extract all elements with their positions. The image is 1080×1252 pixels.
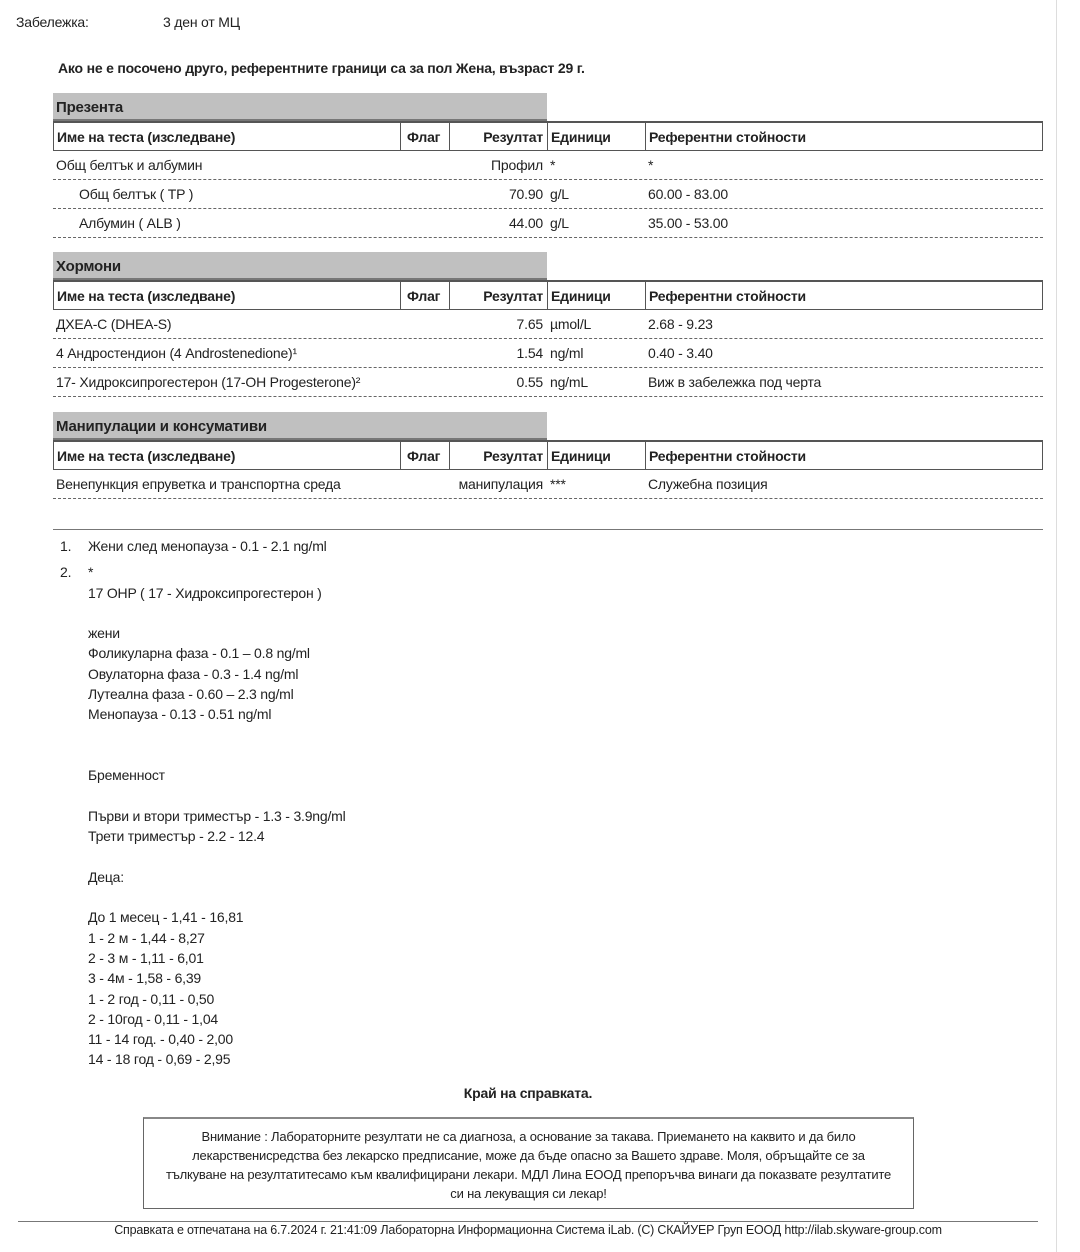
section-0 <box>53 93 1043 238</box>
footnote-line: 14 - 18 год - 0,69 - 2,95 <box>88 1051 231 1068</box>
footnote-line: 3 - 4м - 1,58 - 6,39 <box>88 970 202 987</box>
result: 70.90 <box>508 186 543 202</box>
section-1 <box>53 252 1043 397</box>
col-reference-header: Референтни стойности <box>649 447 806 464</box>
footnote-line <box>60 745 346 765</box>
test-name: Общ белтък ( TP ) <box>79 186 194 202</box>
footnote-line: Лутеална фаза - 0.60 – 2.3 ng/ml <box>88 686 294 703</box>
col-result-header: Резултат <box>450 282 548 309</box>
footnote-separator <box>53 529 1043 530</box>
reference-range: 0.40 - 3.40 <box>648 345 713 361</box>
footnote-line <box>60 603 346 623</box>
units: ng/mL <box>550 374 588 390</box>
col-units-header: Единици <box>548 123 646 150</box>
note-label: Забележка: <box>16 14 89 30</box>
table-row <box>53 368 1043 397</box>
footnote-2 <box>60 562 346 582</box>
units: g/L <box>550 215 569 231</box>
col-flag-header: Флаг <box>401 123 450 150</box>
note-value: 3 ден от МЦ <box>163 14 240 30</box>
footnote-line: 1 - 2 год - 0,11 - 0,50 <box>88 990 215 1007</box>
test-name: 17- Хидроксипрогестерон (17-OH Progesterone)² <box>56 374 361 390</box>
reference-range: * <box>648 157 654 173</box>
test-name: Общ белтък и албумин <box>56 157 203 173</box>
units: µmol/L <box>550 316 592 332</box>
section-title: Хормони <box>53 252 547 280</box>
footnote-line: 11 - 14 год. - 0,40 - 2,00 <box>88 1031 233 1048</box>
footnote-line: Бременност <box>88 767 165 784</box>
section-title: Презента <box>53 93 547 121</box>
footnote-line: Менопауза - 0.13 - 0.51 ng/ml <box>88 706 272 723</box>
col-reference-header: Референтни стойности <box>649 287 806 304</box>
footnote-line: 1 - 2 м - 1,44 - 8,27 <box>88 929 205 946</box>
units: ng/ml <box>550 345 584 361</box>
units: * <box>550 157 556 173</box>
result: 44.00 <box>508 215 543 231</box>
footer-text: Справката е отпечатана на 6.7.2024 г. 21:41:09 Лабораторна Информационна Система iLab. (C) СКАЙУЕР Груп ЕООД http://ilab.skyware-group.com <box>114 1223 942 1237</box>
reference-range: Виж в забележка под черта <box>648 374 822 390</box>
footnote-1 <box>60 536 346 556</box>
footnote-line: Първи и втори триместър - 1.3 - 3.9ng/ml <box>88 807 346 824</box>
table-header <box>53 121 1043 151</box>
footnote-line: 17 OHP ( 17 - Хидроксипрогестерон ) <box>88 584 322 601</box>
footnote-line: 2 - 10год - 0,11 - 1,04 <box>88 1010 218 1027</box>
note <box>16 14 240 30</box>
col-name-header: Име на теста (изследване) <box>54 282 401 309</box>
end-of-report: Край на справката. <box>463 1085 593 1101</box>
col-units-header: Единици <box>548 442 646 469</box>
reference-range: Служебна позиция <box>648 476 768 492</box>
footnote-line: Деца: <box>88 868 124 885</box>
footnote-line <box>60 786 346 806</box>
page-edge <box>1056 0 1057 1252</box>
reference-range: 35.00 - 53.00 <box>648 215 728 231</box>
result: Профил <box>491 157 543 173</box>
col-flag-header: Флаг <box>401 282 450 309</box>
section-title: Манипулации и консумативи <box>53 412 547 440</box>
test-name: ДХЕА-С (DHEA-S) <box>56 316 172 332</box>
footer-divider <box>18 1221 1038 1222</box>
footnote-line: Овулаторна фаза - 0.3 - 1.4 ng/ml <box>88 665 299 682</box>
table-row <box>53 151 1043 180</box>
table-row <box>53 209 1043 238</box>
reference-note: Ако не е посочено друго, референтните граници са за пол Жена, възраст 29 г. <box>58 60 585 76</box>
test-name: Венепункция епруветка и транспортна среда <box>56 476 341 492</box>
footnote-text: * <box>88 564 94 581</box>
warning-box: Внимание : Лабораторните резултати не са диагноза, а основание за такава. Приемането на каквито и да било лекарственисредства без лекарско предписание, може да бъде опасно за Вашето здраве. Моля, обръщайте се за тълкуване на резултатитесамо към квалифицирани лекари. МДЛ Лина ЕООД препоръчва винаги да показвате резултатите си на лекуващия си лекар! <box>143 1117 914 1209</box>
table-header <box>53 440 1043 470</box>
footnote-line <box>60 846 346 866</box>
test-name: 4 Андростендион (4 Androstenedione)¹ <box>56 345 297 361</box>
test-name: Албумин ( ALB ) <box>79 215 181 231</box>
footnote-line: Фоликуларна фаза - 0.1 – 0.8 ng/ml <box>88 645 310 662</box>
col-name-header: Име на теста (изследване) <box>54 442 401 469</box>
units: g/L <box>550 186 569 202</box>
footnote-line <box>60 887 346 907</box>
footnote-line: До 1 месец - 1,41 - 16,81 <box>88 909 244 926</box>
col-result-header: Резултат <box>450 442 548 469</box>
table-row <box>53 339 1043 368</box>
footnote-line <box>60 725 346 745</box>
result: 0.55 <box>516 374 543 390</box>
footnote-line: Трети триместър - 2.2 - 12.4 <box>88 828 265 845</box>
footnote-number: 1. <box>60 538 72 554</box>
col-flag-header: Флаг <box>401 442 450 469</box>
footnotes <box>60 536 346 1070</box>
footnote-text: Жени след менопауза - 0.1 - 2.1 ng/ml <box>88 538 327 554</box>
footnote-number: 2. <box>60 564 72 581</box>
result: манипулация <box>458 476 543 492</box>
result: 7.65 <box>516 316 543 332</box>
table-header <box>53 280 1043 310</box>
footnote-line: 2 - 3 м - 1,11 - 6,01 <box>88 949 204 966</box>
section-2 <box>53 412 1043 499</box>
footnote-line: жени <box>88 625 120 642</box>
table-row <box>53 470 1043 499</box>
reference-range: 60.00 - 83.00 <box>648 186 728 202</box>
col-reference-header: Референтни стойности <box>649 128 806 145</box>
units: *** <box>550 476 566 492</box>
col-result-header: Резултат <box>450 123 548 150</box>
result: 1.54 <box>516 345 543 361</box>
reference-range: 2.68 - 9.23 <box>648 316 713 332</box>
col-units-header: Единици <box>548 282 646 309</box>
table-row <box>53 310 1043 339</box>
col-name-header: Име на теста (изследване) <box>54 123 401 150</box>
table-row <box>53 180 1043 209</box>
